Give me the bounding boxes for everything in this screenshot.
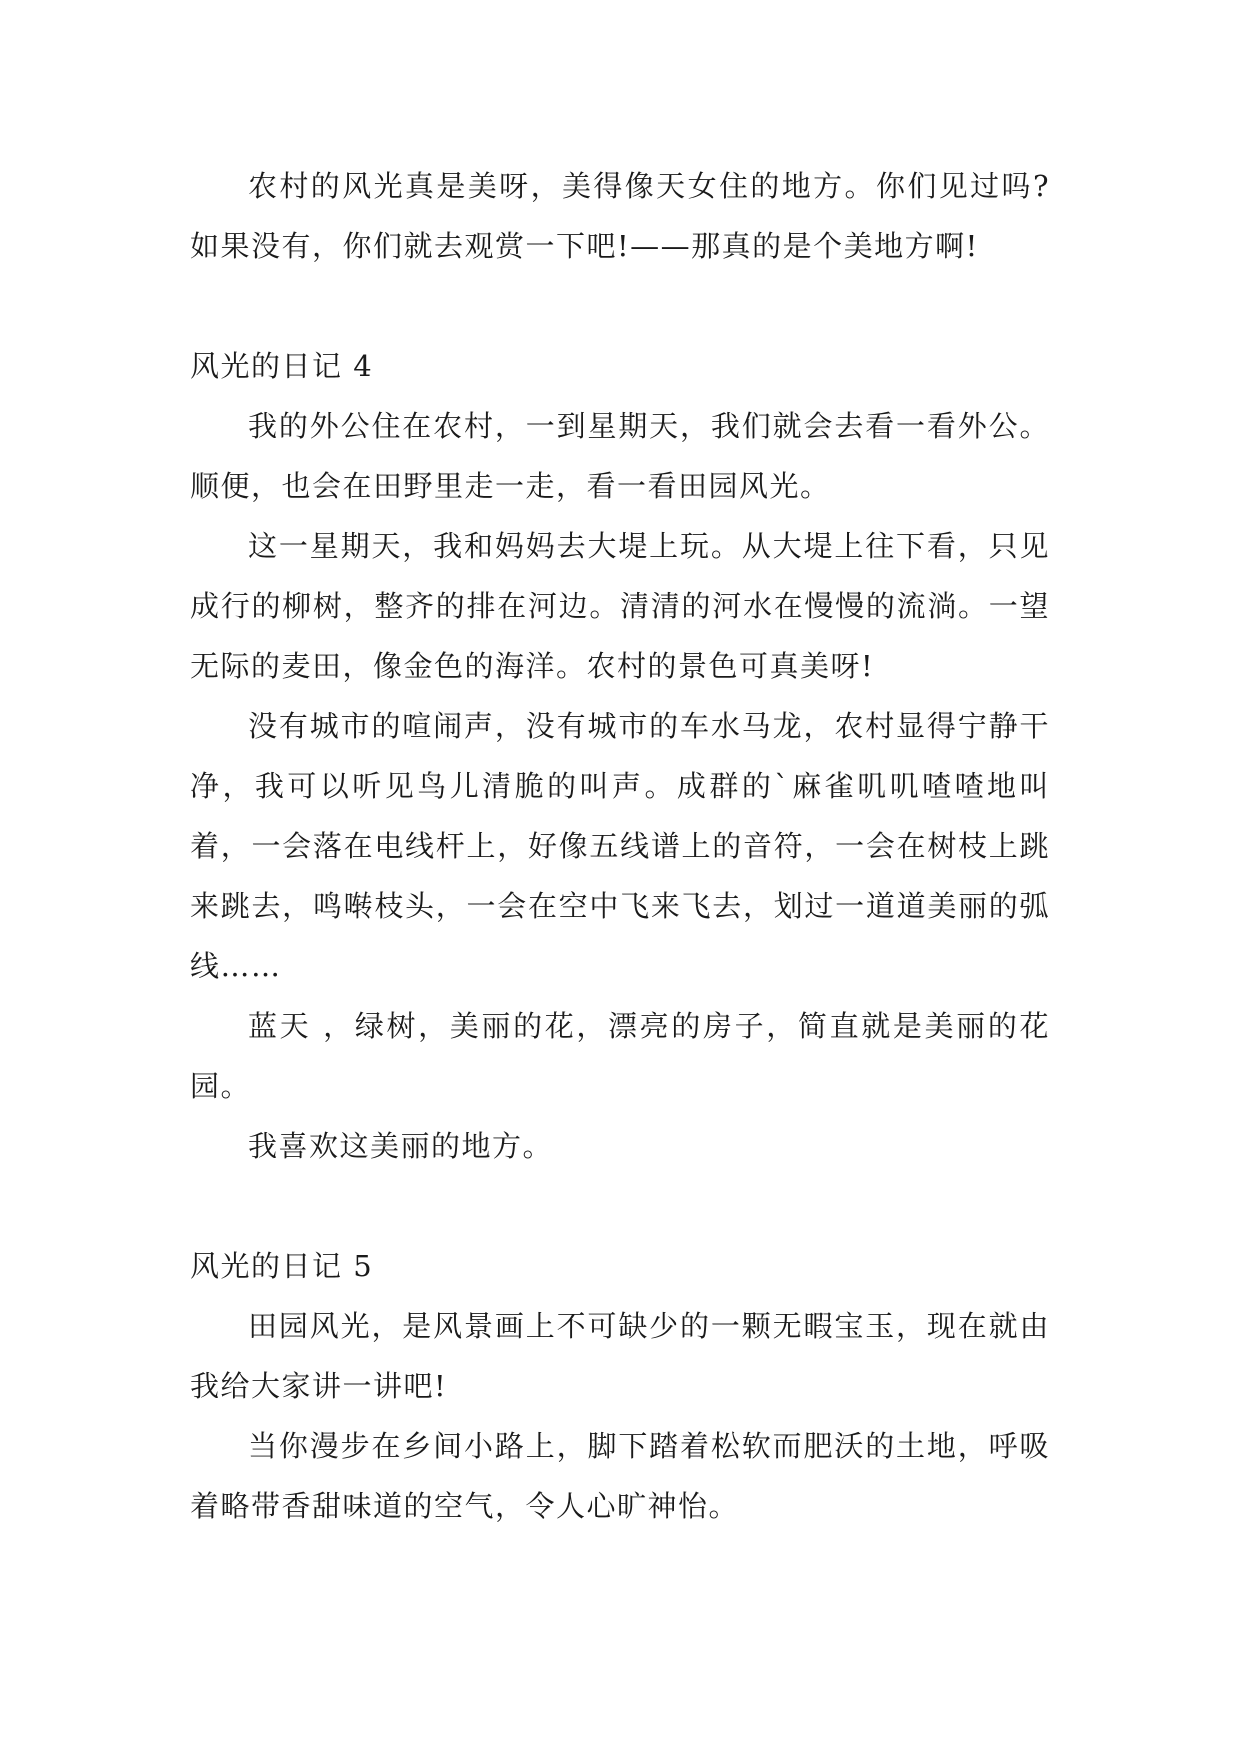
section-gap — [190, 1176, 1050, 1236]
paragraph: 当你漫步在乡间小路上，脚下踏着松软而肥沃的土地，呼吸着略带香甜味道的空气，令人心旷神怡。 — [190, 1429, 1050, 1523]
document-body — [190, 156, 1050, 1536]
paragraph: 我喜欢这美丽的地方。 — [248, 1129, 554, 1163]
section-heading-diary-5: 风光的日记 5 — [190, 1249, 374, 1283]
paragraph: 没有城市的喧闹声，没有城市的车水马龙，农村显得宁静干净，我可以听见鸟儿清脆的叫声。成群的`麻雀叽叽喳喳地叫着，一会落在电线杆上，好像五线谱上的音符，一会在树枝上跳来跳去，鸣啭枝头，一会在空中飞来飞去，划过一道道美丽的弧线…… — [190, 709, 1050, 983]
paragraph: 我的外公住在农村，一到星期天，我们就会去看一看外公。顺便，也会在田野里走一走，看一看田园风光。 — [190, 409, 1050, 503]
paragraph: 蓝天 ，绿树，美丽的花，漂亮的房子，简直就是美丽的花园。 — [190, 1009, 1050, 1103]
paragraph: 农村的风光真是美呀，美得像天女住的地方。你们见过吗?如果没有，你们就去观赏一下吧!——那真的是个美地方啊! — [190, 169, 1050, 263]
section-gap — [190, 276, 1050, 336]
paragraph: 这一星期天，我和妈妈去大堤上玩。从大堤上往下看，只见成行的柳树，整齐的排在河边。清清的河水在慢慢的流淌。一望无际的麦田，像金色的海洋。农村的景色可真美呀! — [190, 529, 1050, 683]
paragraph: 田园风光，是风景画上不可缺少的一颗无暇宝玉，现在就由我给大家讲一讲吧! — [190, 1309, 1050, 1403]
section-heading-diary-4: 风光的日记 4 — [190, 349, 374, 383]
